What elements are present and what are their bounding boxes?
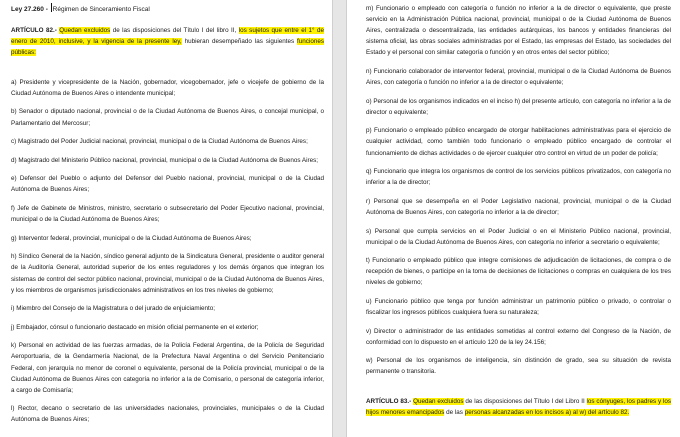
list-item: w) Personal de los organismos de inteligencia, sin distinción de grado, sea su situación de revista permanente o transitoria.	[366, 357, 671, 376]
list-item: m) Funcionario o empleado con categoría o función no inferior a la de director o equivalente, que preste servicio en la Administración Pública nacional, provincial, municipal o de la Ciudad Autónoma de Buenos Aires, centralizada o descentralizada, las entidades autárquicas, los bancos y entidades financieras del sistema oficial, las obras sociales administradas por el Estado, las empresas del Estado, las sociedades del Estado y el personal con similar categoría o función y en otros entes del sector público;	[366, 5, 671, 57]
list-item: q) Funcionario que integra los organismos de control de los servicios públicos privatizados, con categoría no inferior a la de director;	[366, 168, 671, 187]
intro-text: de las disposiciones del Título I del libro II,	[112, 27, 237, 34]
article-82-title: ARTÍCULO 82.-	[11, 27, 57, 34]
list-item: e) Defensor del Pueblo o adjunto del Defensor del Pueblo nacional, provincial, municipal o de la Ciudad Autónoma de Buenos Aires;	[11, 175, 324, 194]
list-item: r) Personal que se desempeña en el Poder Legislativo nacional, provincial, municipal o de la Ciudad Autónoma de Buenos Aires, con categoría no inferior a la de director;	[366, 197, 671, 216]
intro-text-end: hubieran desempeñado las siguientes	[184, 38, 295, 46]
spacer	[11, 66, 324, 77]
article-83-de-las: de las	[446, 409, 463, 417]
highlight-period: los sujetos que entre el 1° de enero de 2010, inclusive, y la vigencia de la presente ley,	[11, 27, 324, 46]
highlight-quedan-excluidos-83: Quedan excluidos	[413, 398, 464, 406]
list-item: j) Embajador, cónsul o funcionario destacado en misión oficial permanente en el exterior;	[11, 323, 259, 331]
highlight-quedan-excluidos: Quedan excluidos	[59, 27, 111, 34]
page-gap	[332, 0, 347, 437]
document-page-right	[347, 0, 680, 437]
list-item: n) Funcionario colaborador de interventor federal, provincial, municipal o de la Ciudad Autónoma de Buenos Aires, con categoría o función no inferior a la de director o equivalente;	[366, 67, 671, 87]
list-item: g) Interventor federal, provincial, municipal o de la Ciudad Autónoma de Buenos Aires;	[11, 234, 252, 242]
spacer	[366, 385, 671, 396]
list-item: a) Presidente y vicepresidente de la Nación, gobernador, vicegobernador, jefe o vicejefe de gobierno de la Ciudad Autónoma de Buenos Aires o intendente municipal;	[11, 78, 324, 97]
list-item: d) Magistrado del Ministerio Público nacional, provincial, municipal o de la Ciudad Autónoma de Buenos Aires;	[11, 156, 318, 164]
list-item: b) Senador o diputado nacional, provincial o de la Ciudad Autónoma de Buenos Aires, o concejal municipal, o Parlamentario del Mercosur;	[11, 108, 324, 127]
list-item: o) Personal de los organismos indicados en el inciso h) del presente artículo, con categoría no inferior a la de director o equivalente;	[366, 97, 671, 116]
highlight-sujetos: personas alcanzadas en los incisos a) al w) del artículo 82.	[464, 409, 630, 417]
document-page-left	[0, 0, 332, 437]
list-item: v) Director o administrador de las entidades sometidas al control externo del Congreso de la Nación, de conformidad con lo dispuesto en el artículo 120 de la ley 24.156;	[366, 327, 671, 346]
article-83-text	[366, 396, 671, 418]
list-item: f) Jefe de Gabinete de Ministros, ministro, secretario o subsecretario del Poder Ejecutivo nacional, provincial, municipal o de la Ciudad Autónoma de Buenos Aires;	[11, 205, 324, 224]
list-item: k) Personal en actividad de las fuerzas armadas, de la Policía Federal Argentina, de la Policía de Seguridad Aeroportuaria, de la Gendarmería Nacional, de la Prefectura Naval Argentina o del Servicio Penitenciario Federal, con jerarquía no menor de coronel o equivalente, personal de la Policía provincial, municipal o de la Ciudad Autónoma de Buenos Aires con categoría no inferior a la de Comisario, o personal de categoría inferior, a cargo de Comisaría;	[11, 342, 324, 394]
list-item: c) Magistrado del Poder Judicial nacional, provincial, municipal o de la Ciudad Autónoma de Buenos Aires;	[11, 138, 308, 146]
list-item: s) Personal que cumpla servicios en el Poder Judicial o en el Ministerio Público nacional, provincial, municipal o de la Ciudad Autónoma de Buenos Aires, con categoría no inferior a secretario o equivalente;	[366, 227, 671, 246]
list-item: t) Funcionario o empleado público que integre comisiones de adjudicación de licitaciones, de compra o de recepción de bienes, o participe en la toma de decisiones de licitaciones o compras en cualquiera de los tres niveles de gobierno;	[366, 257, 671, 287]
list-item: u) Funcionario público que tenga por función administrar un patrimonio público o privado, o controlar o fiscalizar los ingresos públicos cualquiera fuera su naturaleza;	[366, 297, 671, 317]
article-82-intro	[11, 25, 324, 58]
list-item: h) Síndico General de la Nación, síndico general adjunto de la Sindicatura General, presidente o auditor general de la Auditoría General, autoridad superior de los entes reguladores y los demás órganos que integran los sistemas de control del sector público nacional, provincial, municipal o de la Ciudad Autónoma de Buenos Aires, y los miembros de organismos jurisdiccionales administrativos en los tres niveles de gobierno;	[11, 253, 324, 294]
list-item: i) Miembro del Consejo de la Magistratura o del jurado de enjuiciamiento;	[11, 305, 216, 313]
law-title: Régimen de Sinceramiento Fiscal	[52, 6, 150, 13]
list-item: l) Rector, decano o secretario de las universidades nacionales, provinciales, municipales o de la Ciudad Autónoma de Buenos Aires;	[11, 405, 324, 424]
text-cursor	[51, 3, 52, 12]
list-item: p) Funcionario o empleado público encargado de otorgar habilitaciones administrativas para el ejercicio de cualquier actividad, como también todo funcionario o empleado público encargado de controlar el funcionamiento de dichas actividades o de ejercer cualquier otro control en virtud de un poder de policía;	[366, 127, 671, 157]
law-number: Ley 27.260 -	[11, 6, 48, 13]
article-83-title: ARTÍCULO 83.-	[366, 398, 412, 406]
highlight-funciones: funciones públicas:	[11, 38, 325, 57]
document-header	[11, 3, 324, 25]
article-83-mid: de las disposiciones del Título I del Libro II	[465, 398, 585, 406]
highlight-conyuges: los cónyuges, los padres y los hijos menores emancipados	[366, 398, 671, 417]
